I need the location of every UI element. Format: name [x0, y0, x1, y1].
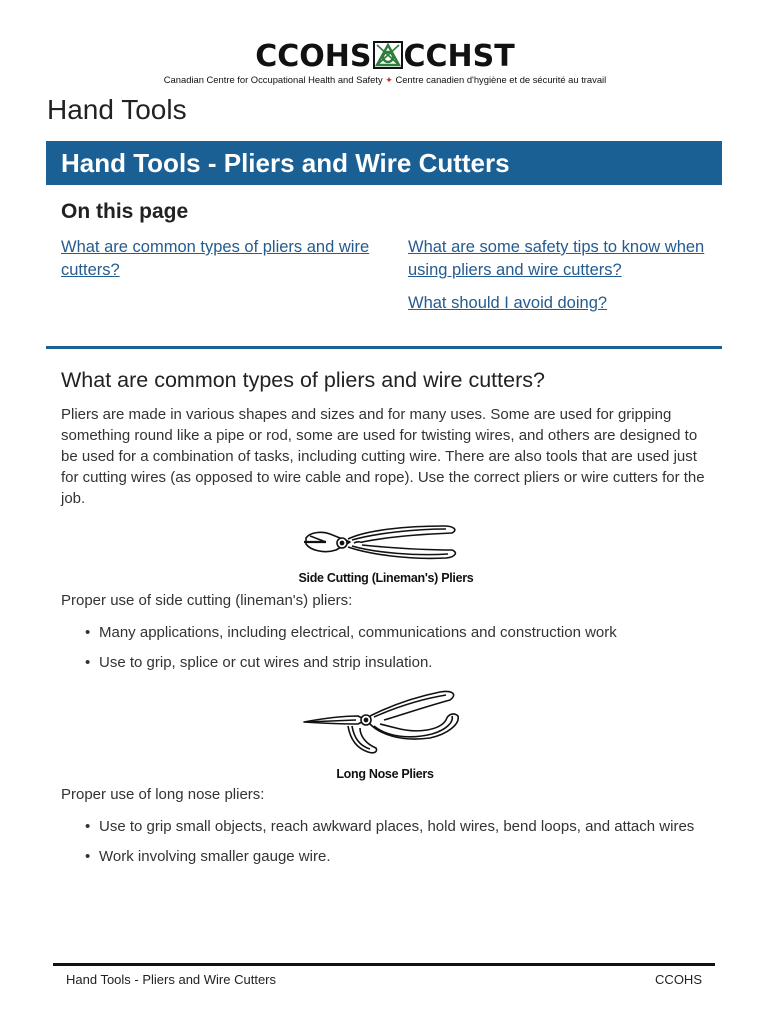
side-cutting-pliers-illustration	[296, 520, 476, 564]
long-nose-pliers-caption: Long Nose Pliers	[336, 767, 434, 781]
logo-wordmark	[160, 40, 610, 74]
list-item-text: Many applications, including electrical, communications and construction work	[99, 624, 617, 641]
section-divider	[46, 346, 722, 349]
list-item	[61, 846, 701, 867]
list-item	[61, 816, 701, 837]
ccohs-logo	[160, 40, 610, 88]
list-item	[61, 652, 701, 673]
long-nose-list	[61, 816, 701, 876]
list-item-text: Use to grip, splice or cut wires and strip insulation.	[99, 654, 433, 671]
bullet: •	[85, 818, 91, 835]
logo-text-left: CCOHS	[255, 39, 372, 74]
bullet: •	[85, 848, 91, 865]
footer-organization: CCOHS	[655, 972, 702, 987]
section-heading: Hand Tools	[47, 94, 187, 125]
list-item-text: Work involving smaller gauge wire.	[99, 848, 331, 865]
toc-link-avoid-doing[interactable]: What should I avoid doing?	[408, 294, 608, 312]
bullet: •	[85, 654, 91, 671]
side-cutting-pliers-caption: Side Cutting (Lineman's) Pliers	[298, 571, 474, 585]
on-this-page-title: On this page	[61, 200, 189, 223]
side-cutting-intro: Proper use of side cutting (lineman's) pliers:	[61, 592, 353, 609]
long-nose-intro: Proper use of long nose pliers:	[61, 786, 265, 803]
content-heading: What are common types of pliers and wire cutters?	[61, 368, 545, 392]
intro-paragraph: Pliers are made in various shapes and sizes and for many uses. Some are used for gripping something round like a pipe or rod, some are used for twisting wires, and others are designed to be used for a combination of tasks, including cutting wire. There are also tools that are used just for cutting wires (as opposed to wire cable and rope). Use the correct pliers or wire cutters for the job.	[61, 406, 705, 507]
footer-document-title: Hand Tools - Pliers and Wire Cutters	[66, 972, 277, 987]
side-cutting-pliers-figure	[296, 520, 476, 585]
ccohs-emblem-icon	[373, 41, 403, 69]
logo-text-right: CCHST	[403, 39, 515, 74]
footer-divider	[53, 963, 715, 966]
list-item	[61, 622, 701, 643]
long-nose-pliers-figure	[300, 686, 470, 781]
toc-link-safety-tips[interactable]: What are some safety tips to know when using pliers and wire cutters?	[408, 238, 705, 279]
maple-leaf-icon: ✦	[385, 75, 393, 85]
tagline-fr: Centre canadien d'hygiène et de sécurité au travail	[395, 74, 607, 85]
toc-link-common-types[interactable]: What are common types of pliers and wire cutters?	[61, 238, 370, 279]
logo-tagline	[160, 74, 610, 86]
bullet: •	[85, 624, 91, 641]
side-cutting-list	[61, 622, 701, 682]
page-title: Hand Tools - Pliers and Wire Cutters	[61, 148, 510, 178]
list-item-text: Use to grip small objects, reach awkward places, hold wires, bend loops, and attach wires	[99, 818, 695, 835]
title-banner	[46, 141, 722, 185]
tagline-en: Canadian Centre for Occupational Health and Safety	[163, 74, 383, 85]
long-nose-pliers-illustration	[300, 686, 470, 762]
